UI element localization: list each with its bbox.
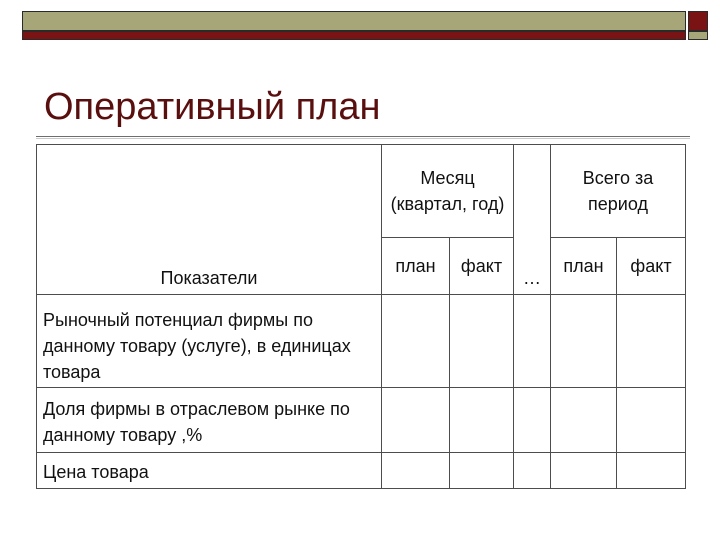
cell-total-plan bbox=[551, 388, 617, 453]
cell-month-plan bbox=[382, 388, 450, 453]
row-label-market-potential: Рыночный потенциал фирмы по данному товару (услуге), в единицах товара bbox=[37, 295, 382, 388]
header-month-plan: план bbox=[382, 238, 450, 295]
header-square-maroon bbox=[688, 11, 708, 31]
cell-ellipsis bbox=[514, 453, 551, 489]
title-divider-shadow bbox=[36, 138, 690, 139]
table-row bbox=[37, 388, 686, 453]
plan-table bbox=[36, 144, 686, 489]
cell-total-plan bbox=[551, 453, 617, 489]
cell-ellipsis bbox=[514, 388, 551, 453]
cell-month-plan bbox=[382, 295, 450, 388]
header-square-olive bbox=[688, 31, 708, 40]
title-divider bbox=[36, 136, 690, 137]
row-label-market-share: Доля фирмы в отраслевом рынке по данному товару ,% bbox=[37, 388, 382, 453]
cell-total-fact bbox=[617, 453, 686, 489]
header-bar-maroon bbox=[22, 31, 686, 40]
header-row-top bbox=[37, 145, 686, 238]
cell-month-fact bbox=[450, 453, 514, 489]
cell-total-fact bbox=[617, 388, 686, 453]
row-label-price: Цена товара bbox=[37, 453, 382, 489]
header-month-fact: факт bbox=[450, 238, 514, 295]
table-row bbox=[37, 295, 686, 388]
header-total-fact: факт bbox=[617, 238, 686, 295]
header-total-period: Всего за период bbox=[551, 145, 686, 238]
cell-total-fact bbox=[617, 295, 686, 388]
header-ellipsis: … bbox=[514, 145, 551, 295]
table-row bbox=[37, 453, 686, 489]
cell-ellipsis bbox=[514, 295, 551, 388]
header-bar-olive bbox=[22, 11, 686, 31]
cell-month-plan bbox=[382, 453, 450, 489]
slide-title: Оперативный план bbox=[44, 86, 381, 128]
cell-month-fact bbox=[450, 295, 514, 388]
cell-total-plan bbox=[551, 295, 617, 388]
header-indicators: Показатели bbox=[37, 145, 382, 295]
cell-month-fact bbox=[450, 388, 514, 453]
header-total-plan: план bbox=[551, 238, 617, 295]
header-month-period: Месяц (квартал, год) bbox=[382, 145, 514, 238]
